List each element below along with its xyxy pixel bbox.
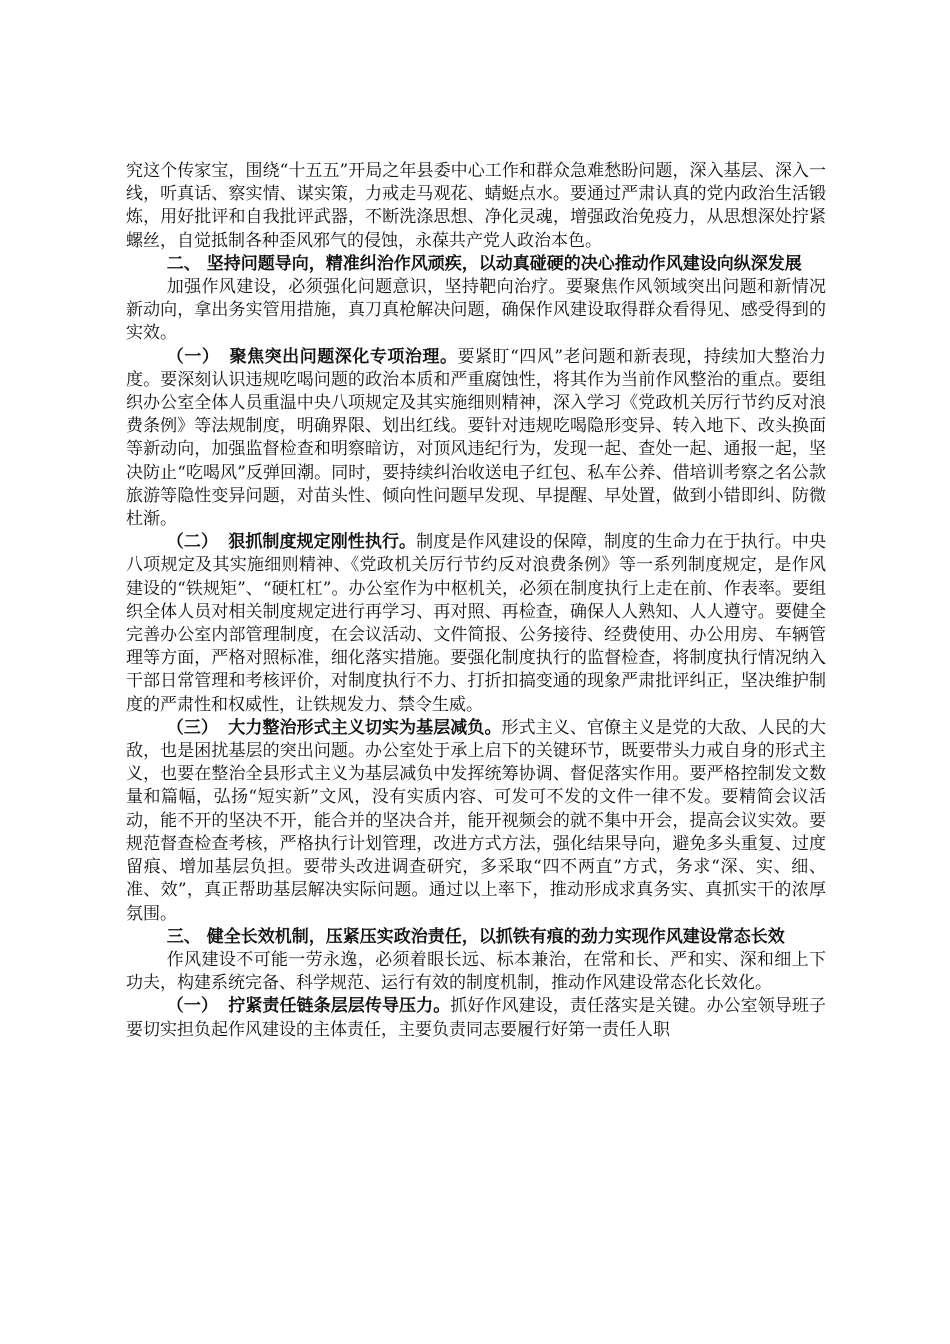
section-heading-2: 二、 坚持问题导向，精准纠治作风顽疾，以动真碰硬的决心推动作风建设向纵深发展	[166, 253, 802, 274]
section-heading-3: 三、 健全长效机制，压紧压实政治责任，以抓铁有痕的劲力实现作风建设常态长效	[166, 926, 785, 947]
subsection-number: （一）	[166, 996, 219, 1017]
subsection-text: 要紧盯“四风”老问题和新表现，持续加大整治力度。要深刻认识违规吃喝问题的政治本质和严重腐蚀性，将其作为当前作风整治的重点。要组织办公室全体人员重温中央八项规定及其实施细则精神，深入学习《党政机关厉行节约反对浪费条例》等法规制度，明确界限、划出红线。要针对违规吃喝隐形变异、转入地下、改头换面等新动向，加强监督检查和明察暗访，对顶风违纪行为，发现一起、查处一起、通报一起，坚决防止“吃喝风”反弹回潮。同时，要持续纠治收送电子红包、私车公养、借培训考察之名公款旅游等隐性变异问题，对苗头性、倾向性问题早发现、早提醒、早处置，做到小错即纠、防微杜渐。	[126, 346, 827, 530]
subsection-text: 抓好作风建设，责任落实是关键。办公室领导班子要切实担负起作风建设的主体责任，主要负责同志要履行好第一责任人职	[126, 996, 827, 1040]
subsection-4	[126, 995, 826, 1041]
paragraph-intro-3: 作风建设不可能一劳永逸，必须着眼长远、标本兼治，在常和长、严和实、深和细上下功夫，构建系统完备、科学规范、运行有效的制度机制，推动作风建设常态化长效化。	[126, 949, 826, 994]
subsection-3	[126, 717, 826, 926]
paragraph-intro-2: 加强作风建设，必须强化问题意识，坚持靶向治疗。要聚焦作风领域突出问题和新情况新动向，拿出务实管用措施，真刀真枪解决问题，确保作风建设取得群众看得见、感受得到的实效。	[126, 277, 826, 344]
paragraph-continuation: 究这个传家宝，围绕“十五五”开局之年县委中心工作和群众急难愁盼问题，深入基层、深入一线，听真话、察实情、谋实策，力戒走马观花、蜻蜓点水。要通过严肃认真的党内政治生活锻炼，用好批评和自我批评武器，不断洗涤思想、净化灵魂，增强政治免疫力，从思想深处拧紧螺丝，自觉抵制各种歪风邪气的侵蚀，永葆共产党人政治本色。	[126, 161, 826, 251]
subsection-lead: 大力整治形式主义切实为基层减负。	[228, 717, 502, 738]
subsection-2	[126, 531, 826, 717]
subsection-lead: 拧紧责任链条层层传导压力。	[228, 996, 451, 1017]
subsection-text: 制度是作风建设的保障，制度的生命力在于执行。中央八项规定及其实施细则精神、《党政机关厉行节约反对浪费条例》等一系列制度规定，是作风建设的“铁规矩”、“硬杠杠”。办公室作为中枢机关，必须在制度执行上走在前、作表率。要组织全体人员对相关制度规定进行再学习、再对照、再检查，确保人人熟知、人人遵守。要健全完善办公室内部管理制度，在会议活动、文件简报、公务接待、经费使用、办公用房、车辆管理等方面，严格对照标准，细化落实措施。要强化制度执行的监督检查，将制度执行情况纳入干部日常管理和考核评价，对制度执行不力、打折扣搞变通的现象严肃批评纠正，坚决维护制度的严肃性和权威性，让铁规发力、禁令生威。	[126, 532, 827, 715]
subsection-1	[126, 346, 826, 532]
subsection-text: 形式主义、官僚主义是党的大敌、人民的大敌，也是困扰基层的突出问题。办公室处于承上启下的关键环节，既要带头力戒自身的形式主义，也要在整治全县形式主义为基层减负中发挥统筹协调、督促落实作用。要严格控制发文数量和篇幅，弘扬“短实新”文风，没有实质内容、可发可不发的文件一律不发。要精简会议活动，能不开的坚决不开，能合并的坚决合并，能开视频会的就不集中开会，提高会议实效。要规范督查检查考核，严格执行计划管理，改进方式方法，强化结果导向，避免多头重复、过度留痕、增加基层负担。要带头改进调查研究，多采取“四不两直”方式，务求“深、实、细、准、效”，真正帮助基层解决实际问题。通过以上率下，推动形成求真务实、真抓实干的浓厚氛围。	[126, 717, 827, 924]
subsection-number: （一）	[166, 346, 220, 367]
subsection-number: （三）	[166, 717, 219, 738]
subsection-lead: 狠抓制度规定刚性执行。	[228, 532, 417, 553]
document-page	[126, 160, 826, 1042]
subsection-lead: 聚焦突出问题深化专项治理。	[229, 346, 458, 367]
subsection-number: （二）	[166, 532, 219, 553]
